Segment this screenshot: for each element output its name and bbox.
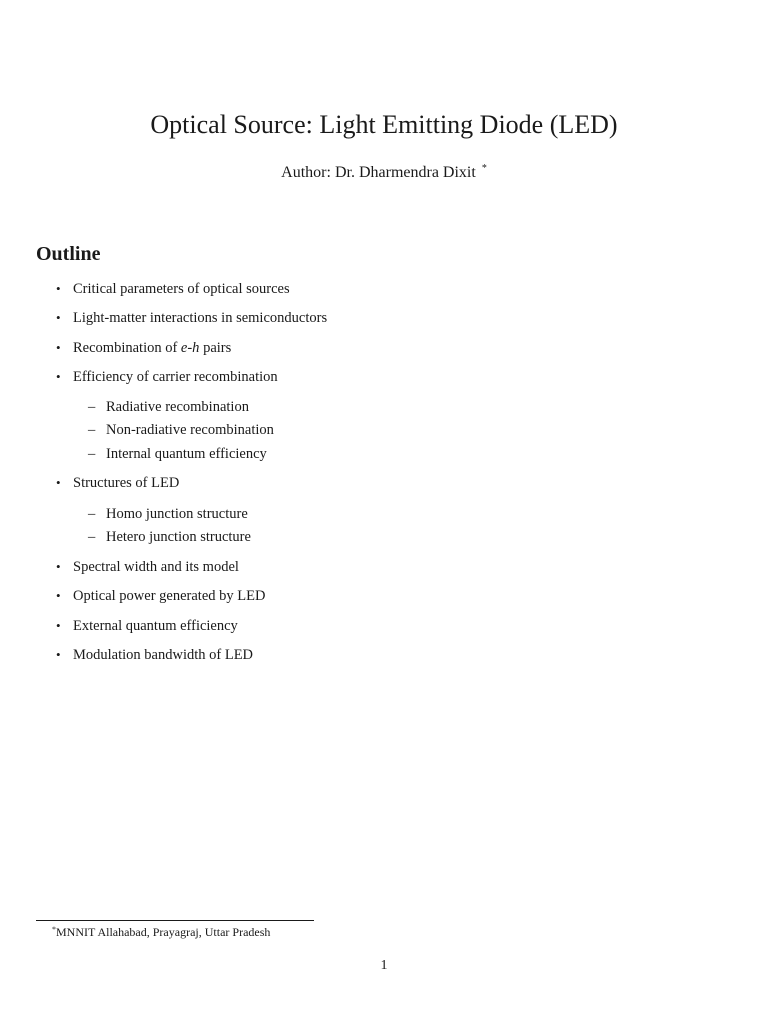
outline-subitem <box>88 420 274 440</box>
outline-item-text: Optical power generated by LED <box>73 588 266 604</box>
outline-item <box>56 308 327 328</box>
bullet-icon: • <box>56 559 61 574</box>
footnote <box>52 922 270 940</box>
outline-item-text: Modulation bandwidth of LED <box>73 647 254 663</box>
document-title: Optical Source: Light Emitting Diode (LED) <box>150 110 618 139</box>
outline-item-text: Recombination of <box>73 340 178 356</box>
outline-item-text: Spectral width and its model <box>73 559 239 575</box>
outline-item <box>56 616 238 636</box>
outline-item <box>56 473 179 493</box>
outline-item <box>56 338 231 358</box>
author-prefix: Author: <box>281 164 331 181</box>
outline-item-text: External quantum efficiency <box>73 618 238 634</box>
outline-item <box>56 645 253 665</box>
footnote-mark: * <box>52 925 56 934</box>
bullet-icon: • <box>56 647 61 662</box>
outline-item-text: Structures of LED <box>73 475 180 491</box>
outline-item <box>56 586 265 606</box>
outline-subitem-text: Hetero junction structure <box>106 529 251 545</box>
outline-subitem-text: Radiative recombination <box>106 399 249 415</box>
bullet-icon: • <box>56 588 61 603</box>
dash-icon: – <box>88 506 96 522</box>
dash-icon: – <box>88 422 96 438</box>
author-line <box>0 158 768 184</box>
outline-item-italic: e-h <box>180 340 200 356</box>
bullet-icon: • <box>56 618 61 633</box>
outline-subitem-text: Non-radiative recombination <box>106 422 274 438</box>
outline-subitem-text: Homo junction structure <box>106 506 248 522</box>
outline-item-text: Critical parameters of optical sources <box>73 281 290 297</box>
bullet-icon: • <box>56 369 61 384</box>
footnote-text: MNNIT Allahabad, Prayagraj, Uttar Pradesh <box>56 925 271 939</box>
outline-item <box>56 279 290 299</box>
outline-item-text-after: pairs <box>203 340 232 356</box>
outline-subitem <box>88 444 267 464</box>
outline-subitem <box>88 504 248 524</box>
author-name: Dr. Dharmendra Dixit <box>334 164 476 181</box>
outline-subitem-text: Internal quantum efficiency <box>106 446 267 462</box>
dash-icon: – <box>88 529 96 545</box>
outline-item <box>56 367 278 387</box>
outline-item <box>56 557 239 577</box>
outline-subitem <box>88 527 251 547</box>
bullet-icon: • <box>56 340 61 355</box>
outline-heading: Outline <box>36 243 101 265</box>
dash-icon: – <box>88 399 96 415</box>
outline-subitem <box>88 397 249 417</box>
bullet-icon: • <box>56 310 61 325</box>
dash-icon: – <box>88 446 96 462</box>
page-number: 1 <box>380 958 388 973</box>
bullet-icon: • <box>56 281 61 296</box>
footnote-divider <box>36 920 314 921</box>
outline-item-text: Efficiency of carrier recombination <box>73 369 278 385</box>
outline-item-text: Light-matter interactions in semiconductors <box>73 310 328 326</box>
author-footnote-mark: * <box>481 163 487 174</box>
bullet-icon: • <box>56 475 61 490</box>
